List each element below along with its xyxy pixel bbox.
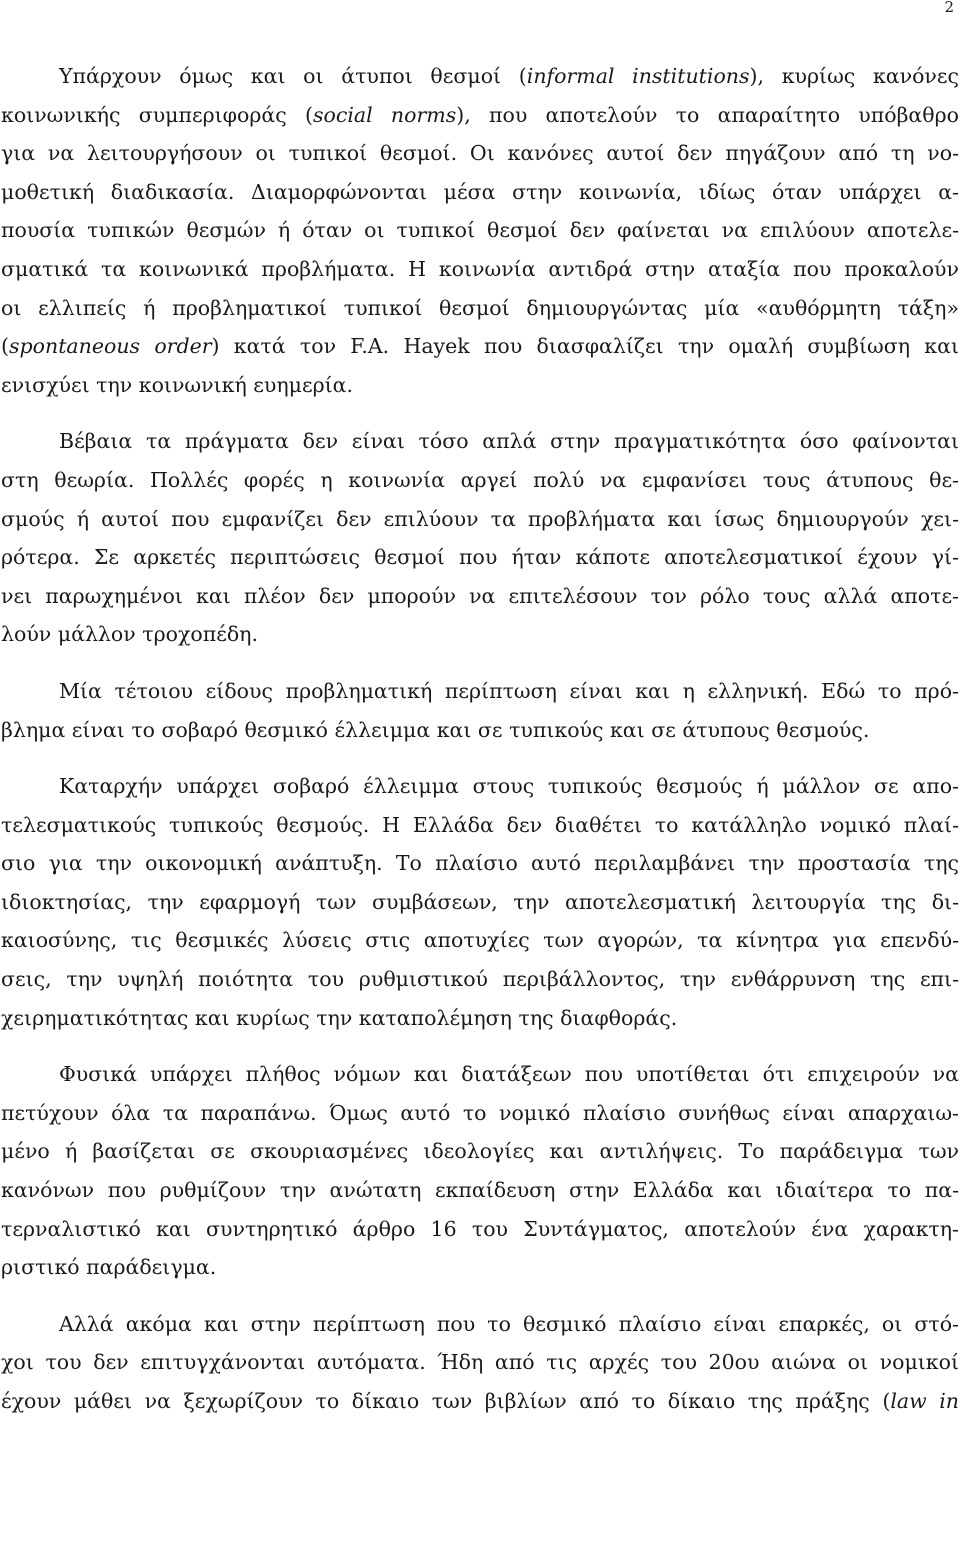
text-run: πουσία τυπικών θεσμών ή όταν οι τυπικοί θεσμοί δεν φαίνεται να επιλύουν αποτελε-: [1, 218, 959, 243]
text-line: [1, 461, 959, 500]
text-run: ιδιοκτησίας, την εφαρμογή των συμβάσεων, την αποτελεσματική λειτουργία της δι-: [1, 889, 959, 914]
text-run: τερναλιστικό και συντηρητικό άρθρο 16 του Συντάγματος, αποτελούν ένα χαρακτη-: [1, 1216, 959, 1241]
text-line: [1, 672, 959, 711]
text-run: βλημα είναι το σοβαρό θεσμικό έλλειμμα και σε τυπικούς και σε άτυπους θεσμούς.: [1, 717, 870, 742]
paragraph: [1, 1055, 959, 1287]
text-line: [1, 1055, 959, 1094]
text-run: μοθετική διαδικασία. Διαμορφώνονται μέσα στην κοινωνία, ιδίως όταν υπάρχει α-: [1, 179, 959, 204]
text-run: σεις, την υψηλή ποιότητα του ρυθμιστικού περιβάλλοντος, την ενθάρρυνση της επι-: [1, 967, 959, 992]
text-line: [1, 806, 959, 845]
text-run: (: [1, 334, 9, 359]
text-line: [1, 1382, 959, 1421]
text-line: [1, 366, 959, 405]
text-line: [1, 327, 959, 366]
text-line: [1, 1171, 959, 1210]
paragraph: [1, 672, 959, 749]
text-line: [1, 615, 959, 654]
text-run: Καταρχήν υπάρχει σοβαρό έλλειμμα στους τυπικούς θεσμούς ή μάλλον σε απο-: [59, 774, 959, 799]
text-line: [1, 211, 959, 250]
text-line: [1, 1305, 959, 1344]
paragraph: [1, 1305, 959, 1421]
italic-term: spontaneous order: [9, 334, 212, 359]
text-line: [1, 96, 959, 135]
text-line: [1, 1210, 959, 1249]
text-run: σιο για την οικονομική ανάπτυξη. Το πλαίσιο αυτό περιλαμβάνει την προστασία της: [1, 851, 959, 876]
text-line: [1, 538, 959, 577]
italic-term: informal institutions: [526, 64, 750, 88]
italic-term: law in: [890, 1389, 959, 1413]
text-run: στη θεωρία. Πολλές φορές η κοινωνία αργεί πολύ να εμφανίσει τους άτυπους θε-: [1, 467, 959, 492]
text-line: [1, 1343, 959, 1382]
text-line: [1, 577, 959, 616]
page-number: 2: [944, 0, 954, 16]
italic-term: social norms: [313, 102, 457, 127]
text-run: κανόνων που ρυθμίζουν την ανώτατη εκπαίδευση στην Ελλάδα και ιδιαίτερα το πα-: [1, 1178, 959, 1203]
text-run: οι ελλιπείς ή προβληματικοί τυπικοί θεσμοί δημιουργώντας μία «αυθόρμητη τάξη»: [1, 295, 959, 320]
text-line: [1, 1248, 959, 1287]
text-run: ενισχύει την κοινωνική ευημερία.: [1, 372, 354, 397]
text-line: [1, 134, 959, 173]
text-run: ), κυρίως κανόνες: [749, 64, 959, 88]
text-run: λούν μάλλον τροχοπέδη.: [1, 622, 258, 647]
text-line: [1, 1094, 959, 1133]
text-run: Βέβαια τα πράγματα δεν είναι τόσο απλά στην πραγματικότητα όσο φαίνονται: [59, 429, 959, 454]
text-run: σματικά τα κοινωνικά προβλήματα. Η κοινωνία αντιδρά στην αταξία που προκαλούν: [1, 256, 959, 281]
text-line: [1, 844, 959, 883]
text-run: έχουν μάθει να ξεχωρίζουν το δίκαιο των βιβλίων από το δίκαιο της πράξης (: [1, 1389, 891, 1413]
text-run: Μία τέτοιου είδους προβληματική περίπτωση είναι και η ελληνική. Εδώ το πρό-: [59, 678, 959, 703]
paragraph: [1, 57, 959, 404]
text-run: σμούς ή αυτοί που εμφανίζει δεν επιλύουν τα προβλήματα και ίσως δημιουργούν χει-: [1, 506, 959, 531]
text-line: [1, 173, 959, 212]
text-run: ριστικό παράδειγμα.: [1, 1255, 217, 1280]
text-run: Φυσικά υπάρχει πλήθος νόμων και διατάξεων που υποτίθεται ότι επιχειρούν να: [59, 1062, 959, 1087]
text-line: [1, 1132, 959, 1171]
text-run: νει παρωχημένοι και πλέον δεν μπορούν να επιτελέσουν τον ρόλο τους αλλά αποτε-: [1, 583, 959, 608]
paragraph: [1, 422, 959, 654]
text-line: [1, 999, 959, 1038]
text-line: [1, 767, 959, 806]
text-run: Υπάρχουν όμως και οι άτυποι θεσμοί (: [59, 64, 527, 88]
text-line: [1, 289, 959, 328]
text-run: χειρηματικότητας και κυρίως την καταπολέμηση της διαφθοράς.: [1, 1005, 678, 1030]
text-run: ρότερα. Σε αρκετές περιπτώσεις θεσμοί που ήταν κάποτε αποτελεσματικοί έχουν γί-: [1, 545, 959, 570]
text-line: [1, 883, 959, 922]
text-run: κοινωνικής συμπεριφοράς (: [1, 102, 313, 127]
paragraph: [1, 767, 959, 1037]
text-line: [1, 711, 959, 750]
text-run: μένο ή βασίζεται σε σκουριασμένες ιδεολογίες και αντιλήψεις. Το παράδειγμα των: [1, 1139, 959, 1164]
text-line: [1, 250, 959, 289]
text-run: τελεσματικούς τυπικούς θεσμούς. Η Ελλάδα δεν διαθέτει το κατάλληλο νομικό πλαί-: [1, 812, 959, 837]
text-run: ) κατά τον F.A. Hayek που διασφαλίζει την ομαλή συμβίωση και: [211, 334, 959, 359]
text-line: [1, 921, 959, 960]
text-run: πετύχουν όλα τα παραπάνω. Όμως αυτό το νομικό πλαίσιο συνήθως είναι απαρχαιω-: [1, 1100, 959, 1125]
text-line: [1, 960, 959, 999]
text-line: [1, 57, 959, 96]
text-run: καιοσύνης, τις θεσμικές λύσεις στις αποτυχίες των αγορών, τα κίνητρα για επενδύ-: [1, 928, 959, 953]
text-run: χοι του δεν επιτυγχάνονται αυτόματα. Ήδη από τις αρχές του 20ου αιώνα οι νομικοί: [1, 1350, 959, 1375]
text-line: [1, 500, 959, 539]
text-run: ), που αποτελούν το απαραίτητο υπόβαθρο: [456, 102, 960, 127]
document-body: [1, 57, 959, 1421]
text-run: για να λειτουργήσουν οι τυπικοί θεσμοί. Οι κανόνες αυτοί δεν πηγάζουν από τη νο-: [1, 141, 959, 166]
text-line: [1, 422, 959, 461]
text-run: Αλλά ακόμα και στην περίπτωση που το θεσμικό πλαίσιο είναι επαρκές, οι στό-: [59, 1311, 959, 1336]
